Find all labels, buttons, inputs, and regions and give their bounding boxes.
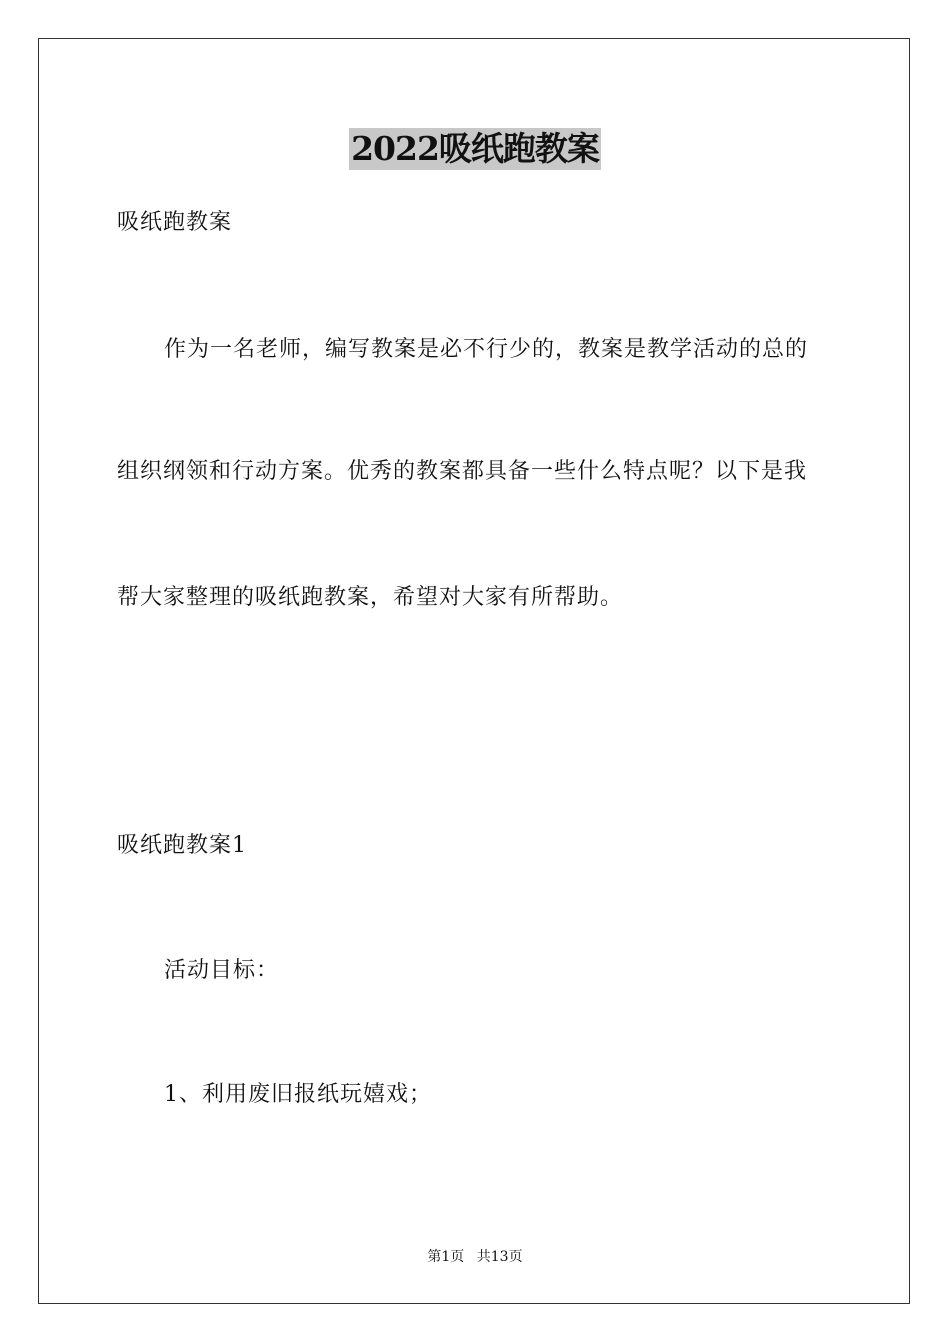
document-title: 2022吸纸跑教案 <box>351 129 599 168</box>
objectives-label: 活动目标： <box>164 958 280 983</box>
intro-line-1: 作为一名老师，编写教案是必不行少的，教案是教学活动的总的 <box>164 337 809 362</box>
document-subtitle: 吸纸跑教案 <box>117 210 233 235</box>
intro-line-3: 帮大家整理的吸纸跑教案，希望对大家有所帮助。 <box>117 585 624 610</box>
page-footer <box>0 1247 950 1267</box>
section-heading: 吸纸跑教案1 <box>117 833 247 858</box>
page-current: 第1页 <box>427 1249 465 1265</box>
intro-line-2: 组织纲领和行动方案。优秀的教案都具备一些什么特点呢？以下是我 <box>117 459 808 484</box>
objective-item-1: 1、利用废旧报纸玩嬉戏； <box>164 1082 432 1107</box>
page-total: 共13页 <box>476 1249 523 1265</box>
title-container <box>0 128 950 170</box>
